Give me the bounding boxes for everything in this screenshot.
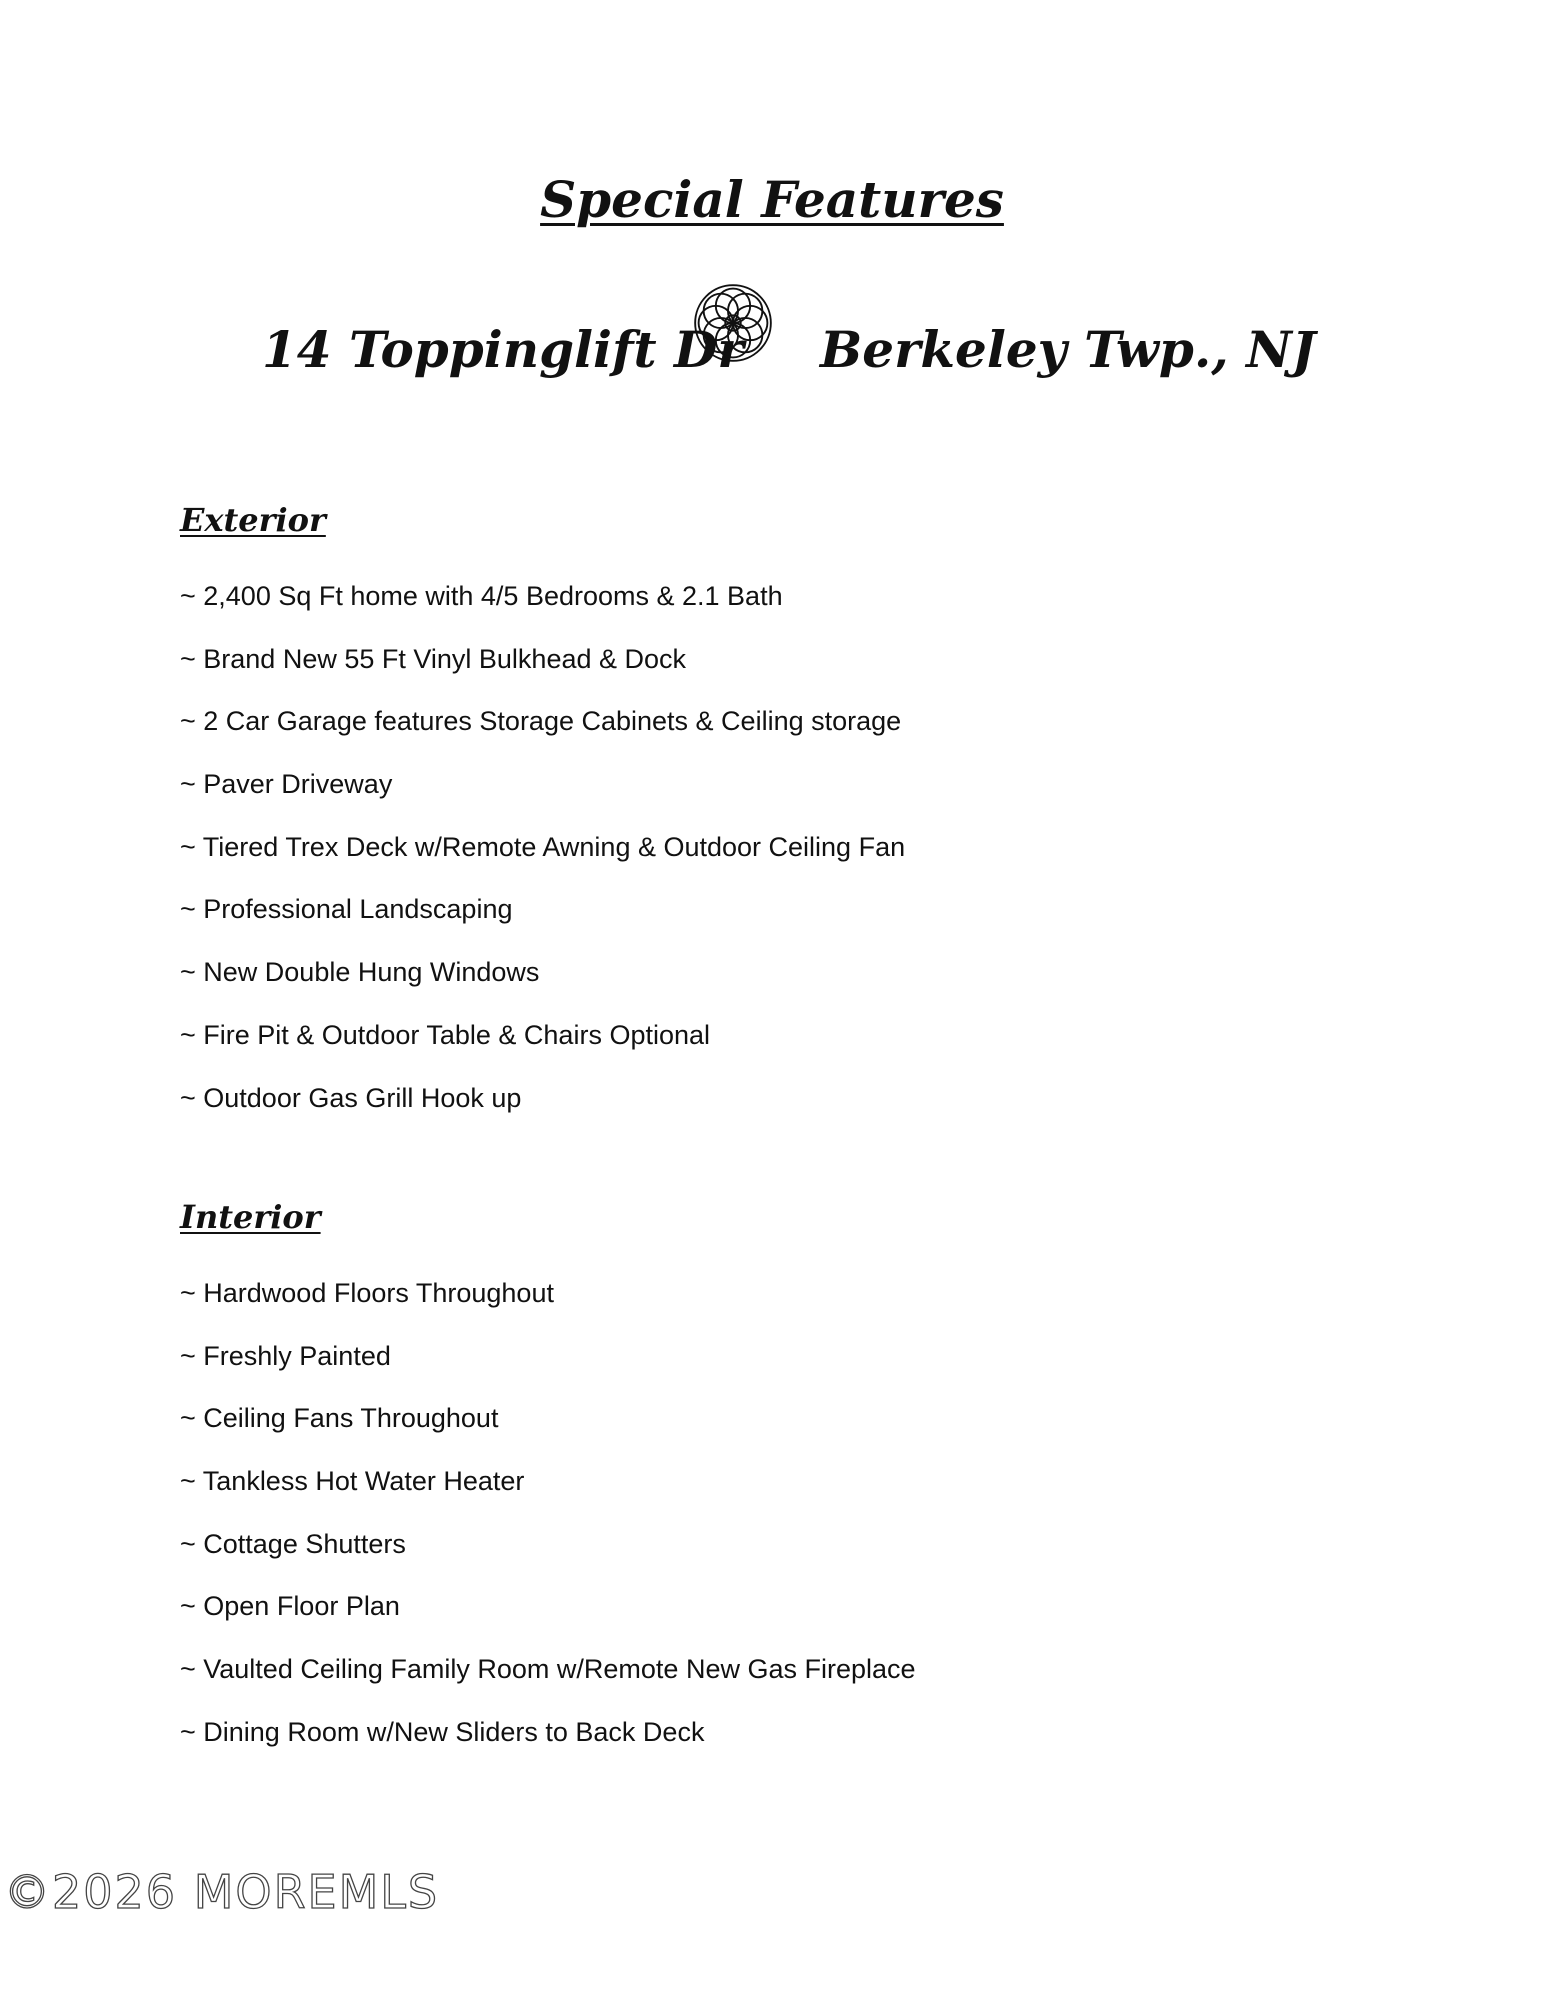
interior-feature-item: ~ Ceiling Fans Throughout [180, 1403, 499, 1434]
watermark: ©2026 MOREMLS [4, 1865, 440, 1919]
exterior-heading: Exterior [180, 501, 326, 539]
interior-heading: Interior [180, 1198, 321, 1236]
interior-feature-item: ~ Hardwood Floors Throughout [180, 1278, 554, 1308]
exterior-feature-item: ~ Brand New 55 Ft Vinyl Bulkhead & Dock [180, 643, 687, 674]
address-street: 14 Toppinglift Dr [262, 320, 744, 379]
interior-feature-item: ~ Open Floor Plan [180, 1591, 400, 1622]
interior-feature-item: ~ Freshly Painted [180, 1340, 391, 1371]
exterior-feature-item: ~ Outdoor Gas Grill Hook up [180, 1082, 522, 1113]
exterior-feature-item: ~ Professional Landscaping [180, 894, 513, 925]
flower-icon [690, 280, 776, 366]
interior-feature-item: ~ Vaulted Ceiling Family Room w/Remote New Gas Fireplace [180, 1654, 916, 1685]
exterior-feature-item: ~ 2,400 Sq Ft home with 4/5 Bedrooms & 2.1 Bath [180, 581, 783, 611]
page-title: Special Features [540, 170, 1004, 229]
exterior-feature-item: ~ 2 Car Garage features Storage Cabinets & Ceiling storage [180, 706, 902, 737]
exterior-feature-item: ~ Fire Pit & Outdoor Table & Chairs Optional [180, 1019, 711, 1050]
exterior-feature-item: ~ New Double Hung Windows [180, 957, 540, 988]
interior-feature-item: ~ Cottage Shutters [180, 1528, 406, 1559]
exterior-feature-item: ~ Tiered Trex Deck w/Remote Awning & Outdoor Ceiling Fan [180, 831, 906, 862]
address-row [0, 275, 1544, 395]
exterior-feature-item: ~ Paver Driveway [180, 769, 393, 800]
address-town: Berkeley Twp., NJ [820, 320, 1316, 379]
interior-feature-list [180, 1275, 916, 1777]
interior-feature-item: ~ Tankless Hot Water Heater [180, 1466, 525, 1497]
exterior-feature-list [180, 578, 905, 1142]
interior-feature-item: ~ Dining Room w/New Sliders to Back Deck [180, 1716, 705, 1747]
